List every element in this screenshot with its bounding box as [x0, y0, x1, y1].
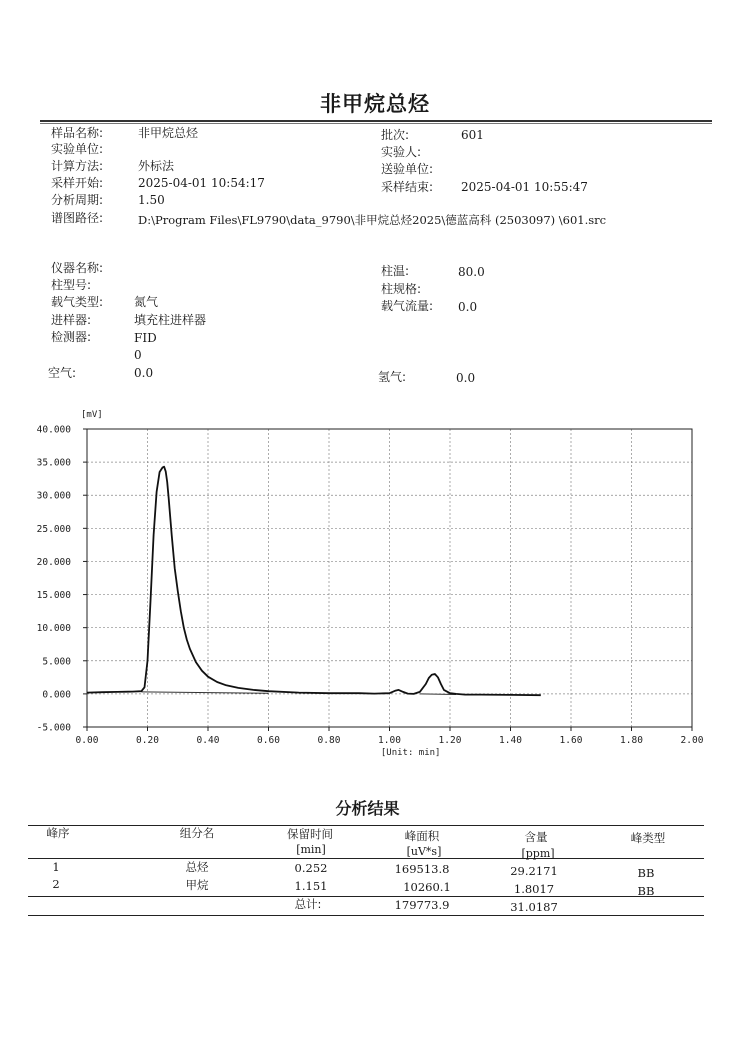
carrier-gas-value: 氮气	[134, 295, 159, 309]
injector-label: 进样器:	[51, 313, 92, 327]
chart-grid	[87, 429, 692, 727]
analysis-cycle-value: 1.50	[138, 193, 165, 207]
row2-peak-type: BB	[637, 884, 655, 898]
lab-unit-label: 实验单位:	[51, 142, 104, 156]
detector-label: 检测器:	[51, 330, 92, 344]
x-tick-label: 0.60	[257, 735, 280, 746]
y-tick-label: -5.000	[36, 722, 71, 734]
th-area: 峰面积	[404, 829, 440, 843]
injector-value: 填充柱进样器	[134, 313, 207, 327]
chromatogram-path-value: D:\Program Files\FL9790\data_9790\非甲烷总烃2025\德蓝高科 (2503097) \601.src	[138, 213, 607, 227]
y-tick-label: 15.000	[36, 590, 71, 602]
total-content: 31.0187	[510, 900, 558, 914]
th-peak-type: 峰类型	[630, 831, 666, 845]
x-tick-label: 1.80	[620, 735, 643, 746]
chromatogram-path-label: 谱图路径:	[51, 211, 104, 225]
batch-label: 批次:	[381, 128, 410, 142]
peak-baseline	[141, 692, 268, 693]
y-tick-label: 30.000	[36, 490, 71, 502]
instrument-name-label: 仪器名称:	[51, 261, 104, 275]
y-tick-label: 10.000	[36, 623, 71, 635]
x-tick-label: 1.40	[499, 735, 522, 746]
x-axis	[76, 727, 704, 746]
hydrogen-label: 氢气:	[378, 370, 407, 384]
batch-value: 601	[461, 128, 484, 142]
row2-peak-no: 2	[52, 877, 60, 891]
th-rt-unit: [min]	[296, 843, 326, 856]
th-peak-no: 峰序	[46, 826, 70, 840]
carrier-gas-label: 载气类型:	[51, 295, 104, 309]
th-rt: 保留时间	[287, 827, 333, 841]
x-tick-label: 0.40	[196, 735, 220, 746]
detector-extra-value: 0	[134, 348, 142, 362]
hydrogen-value: 0.0	[456, 371, 476, 385]
table-bottom-rule	[28, 915, 704, 916]
column-spec-label: 柱规格:	[381, 282, 422, 296]
y-tick-label: 20.000	[36, 556, 71, 568]
carrier-flow-value: 0.0	[458, 300, 478, 314]
sampling-start-label: 采样开始:	[51, 176, 104, 190]
y-axis-unit: [mV]	[81, 410, 103, 420]
title-divider-thin	[40, 123, 712, 124]
air-value: 0.0	[134, 366, 154, 380]
calc-method-value: 外标法	[138, 159, 175, 173]
row2-rt: 1.151	[294, 879, 328, 893]
x-tick-label: 1.00	[378, 735, 401, 746]
sampling-start-value: 2025-04-01 10:54:17	[138, 176, 265, 190]
calc-method-label: 计算方法:	[51, 159, 104, 173]
x-tick-label: 1.60	[559, 735, 583, 746]
x-tick-label: 1.20	[438, 735, 462, 746]
y-tick-label: 35.000	[36, 457, 71, 469]
sampling-end-label: 采样结束:	[381, 180, 434, 194]
y-axis	[37, 425, 87, 734]
x-tick-label: 2.00	[680, 735, 704, 746]
column-model-label: 柱型号:	[51, 278, 92, 292]
th-component: 组分名	[179, 826, 215, 840]
row2-area: 10260.1	[403, 880, 451, 894]
row2-content: 1.8017	[513, 882, 555, 896]
sample-name-value: 非甲烷总烃	[138, 126, 199, 140]
carrier-flow-label: 载气流量:	[381, 299, 434, 313]
analysis-cycle-label: 分析周期:	[51, 193, 104, 207]
column-temp-value: 80.0	[458, 265, 485, 279]
row1-peak-type: BB	[637, 866, 655, 880]
row1-area: 169513.8	[394, 862, 450, 876]
submit-unit-label: 送验单位:	[381, 162, 434, 176]
table-header-rule	[28, 858, 704, 859]
table-body-rule	[28, 896, 704, 897]
row1-content: 29.2171	[510, 864, 558, 878]
th-content-unit: [ppm]	[521, 847, 555, 860]
chromatogram-chart	[0, 400, 750, 770]
th-area-unit: [uV*s]	[406, 845, 442, 858]
experimenter-label: 实验人:	[381, 145, 422, 159]
total-area: 179773.9	[394, 898, 450, 912]
row1-rt: 0.252	[294, 861, 328, 875]
row2-component: 甲烷	[185, 878, 209, 892]
air-label: 空气:	[48, 366, 77, 380]
th-content: 含量	[524, 830, 548, 844]
total-label: 总计:	[294, 897, 322, 911]
report-title: 非甲烷总烃	[320, 92, 430, 116]
y-tick-label: 25.000	[36, 523, 71, 535]
detector-value: FID	[134, 331, 157, 345]
title-divider	[40, 120, 712, 122]
sampling-end-value: 2025-04-01 10:55:47	[461, 180, 588, 194]
sample-name-label: 样品名称:	[51, 126, 104, 140]
y-tick-label: 5.000	[42, 656, 71, 668]
column-temp-label: 柱温:	[381, 264, 410, 278]
y-tick-label: 0.000	[42, 689, 71, 701]
results-title: 分析结果	[335, 799, 400, 818]
x-tick-label: 0.00	[75, 735, 99, 746]
row1-peak-no: 1	[52, 860, 60, 874]
row1-component: 总烃	[185, 860, 209, 874]
x-tick-label: 0.80	[317, 735, 341, 746]
x-axis-unit: [Unit: min]	[380, 748, 441, 758]
x-tick-label: 0.20	[136, 735, 159, 746]
y-tick-label: 40.000	[36, 424, 71, 436]
table-top-rule	[28, 825, 704, 826]
